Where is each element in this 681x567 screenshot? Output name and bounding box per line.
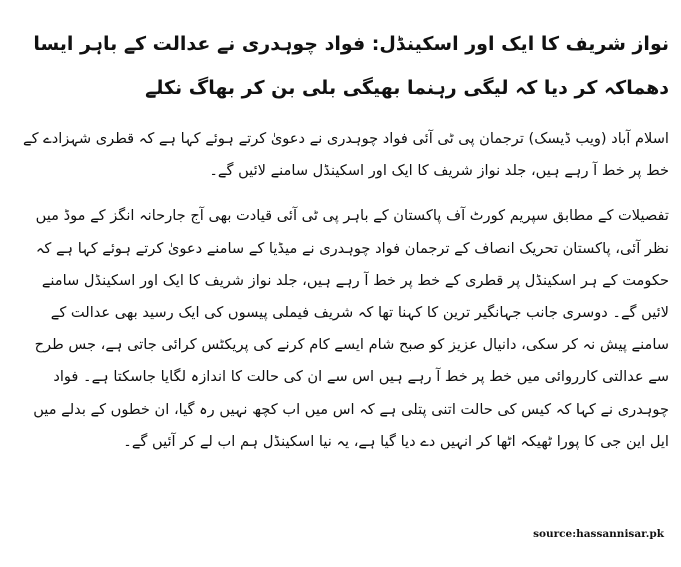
article-paragraph-lead: اسلام آباد (ویب ڈیسک) ترجمان پی ٹی آئی فواد چوہدری نے دعویٰ کرتے ہوئے کہا ہے کہ قطری شہزادے کے خط پر خط آ رہے ہیں، جلد نواز شریف کا ایک اور اسکینڈل سامنے لائیں گے۔	[23, 130, 669, 180]
article-paragraph-details: تفصیلات کے مطابق سپریم کورٹ آف پاکستان کے باہر پی ٹی آئی قیادت بھی آج جارحانہ انگز کے موڈ میں نظر آئی، پاکستان تحریک انصاف کے ترجمان فواد چوہدری نے میڈیا کے سامنے دعویٰ کرتے ہوئے کہا ہے کہ حکومت کے ہر اسکینڈل پر قطری کے خط پر خط آ رہے ہیں، جلد نواز شریف کا ایک اور اسکینڈل سامنے لائیں گے۔ دوسری جانب جہانگیر ترین کا کہنا تھا کہ شریف فیملی پیسوں کی ایک رسید بھی عدالت کے سامنے پیش نہ کر سکی، دانیال عزیز کو صبح شام ایسے کام کرنے کی پریکٹس کرائی جاتی ہے، جس طرح سے عدالتی کارروائی میں خط پر خط آ رہے ہیں اس سے ان کی حالت کا اندازہ لگایا جاسکتا ہے۔ فواد چوہدری نے کہا کہ کیس کی حالت اتنی پتلی ہے کہ اس میں اب کچھ نہیں رہ گیا، ان خطوں کے بدلے میں ایل این جی کا پورا ٹھیکہ اٹھا کر انہیں دے دیا گیا ہے، یہ نیا اسکینڈل ہم اب لے کر آئیں گے۔	[33, 207, 669, 450]
source-credit: source:hassannisar.pk	[533, 528, 664, 540]
article-body	[10, 123, 669, 458]
article-headline: نواز شریف کا ایک اور اسکینڈل: فواد چوہدری نے عدالت کے باہر ایسا دھماکہ کر دیا کہ لیگی رہنما بھیگی بلی بن کر بھاگ نکلے	[33, 33, 669, 99]
